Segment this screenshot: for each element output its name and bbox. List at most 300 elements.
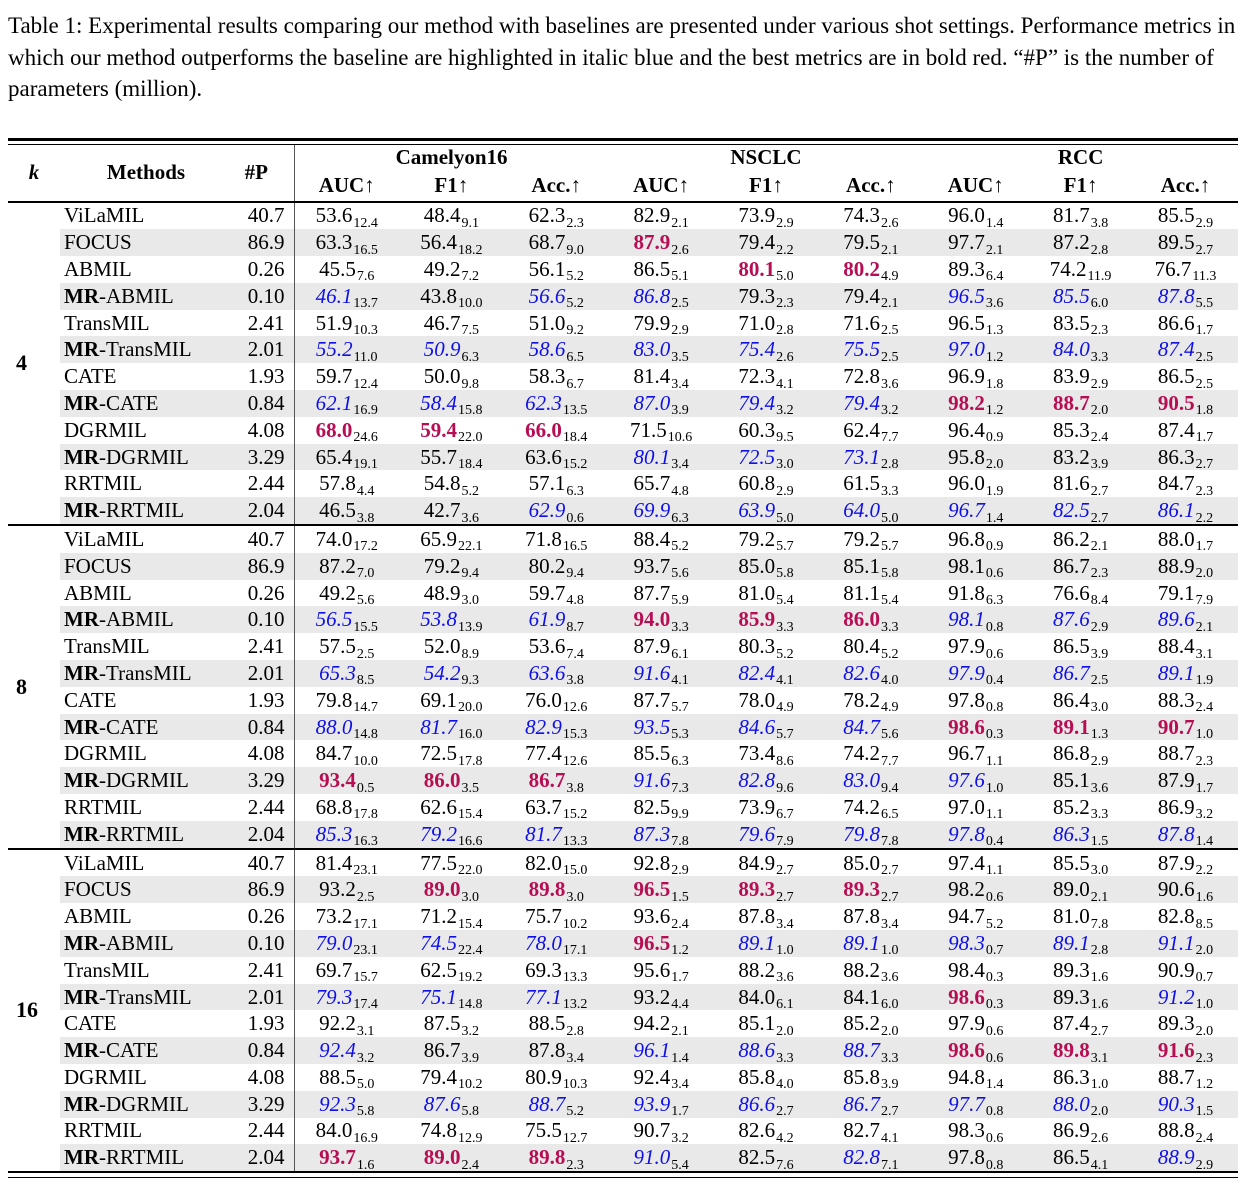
metric-cell (399, 417, 504, 444)
metric-cell (294, 256, 399, 283)
metric-value: 72.5 (738, 444, 776, 469)
metric-std: 3.0 (776, 457, 794, 473)
table-row (8, 202, 1238, 230)
metric-std: 1.5 (1195, 1104, 1214, 1120)
metric-value: 86.5 (1157, 364, 1195, 389)
metric-value: 89.3 (1052, 984, 1090, 1009)
metric-std: 22.4 (457, 943, 483, 959)
metric-std: 9.1 (461, 215, 479, 231)
metric-value: 86.0 (843, 607, 880, 632)
metric-cell (818, 660, 923, 687)
metric-std: 2.1 (1090, 889, 1109, 905)
metric-cell (923, 660, 1028, 687)
metric-std: 2.7 (776, 889, 794, 905)
metric-cell (504, 363, 609, 390)
metric-std: 10.6 (667, 430, 693, 446)
metric-cell (1133, 229, 1238, 256)
metric-std: 9.9 (671, 807, 689, 823)
metric-value: 62.4 (843, 417, 880, 442)
metric-value: 86.7 (843, 1091, 880, 1116)
metric-value: 86.6 (738, 1091, 776, 1116)
metric-value: 81.6 (1052, 471, 1090, 496)
metric-std: 3.4 (671, 457, 689, 473)
metric-std: 17.1 (353, 916, 378, 932)
method-name: MR-TransMIL (60, 660, 228, 687)
param-count: 0.26 (228, 580, 294, 607)
metric-cell (294, 1144, 399, 1171)
metric-std: 2.3 (1090, 566, 1109, 582)
metric-value: 79.4 (738, 390, 776, 415)
table-body (8, 202, 1238, 1172)
param-count: 2.04 (228, 497, 294, 525)
metric-value: 96.9 (948, 364, 985, 389)
metric-cell (714, 767, 819, 794)
table-row (8, 633, 1238, 660)
method-name: MR-ABMIL (60, 283, 228, 310)
metric-std: 1.0 (1195, 997, 1214, 1012)
metric-value: 79.4 (738, 230, 776, 255)
metric-value: 79.6 (738, 821, 776, 846)
metric-std: 1.7 (1195, 780, 1214, 796)
metric-value: 90.9 (1157, 957, 1195, 982)
metric-std: 3.4 (776, 916, 794, 932)
table-row (8, 1064, 1238, 1091)
metric-value: 93.7 (633, 553, 671, 578)
param-count: 2.44 (228, 1118, 294, 1145)
metric-std: 5.4 (776, 593, 794, 609)
metric-std: 7.8 (880, 834, 899, 850)
metric-std: 2.1 (671, 215, 689, 231)
table-row (8, 256, 1238, 283)
table-row (8, 363, 1238, 390)
metric-std: 2.3 (1090, 323, 1109, 339)
metric-value: 85.8 (738, 1064, 776, 1089)
metric-value: 73.4 (738, 741, 776, 766)
metric-std: 2.7 (1195, 242, 1214, 258)
metric-std: 6.7 (776, 807, 794, 823)
metric-std: 6.5 (880, 807, 899, 823)
metric-std: 6.3 (461, 349, 479, 365)
metric-std: 3.3 (880, 1050, 899, 1066)
method-name: ViLaMIL (60, 525, 228, 553)
metric-std: 2.9 (1090, 376, 1109, 392)
metric-std: 0.6 (566, 510, 584, 526)
metric-value: 93.4 (319, 768, 356, 793)
metric-cell (714, 229, 819, 256)
table-row (8, 849, 1238, 877)
metric-std: 0.6 (985, 1023, 1004, 1039)
metric-cell (923, 1010, 1028, 1037)
method-name: TransMIL (64, 957, 150, 982)
metric-std: 2.0 (1090, 1104, 1109, 1120)
metric-cell (1028, 1144, 1133, 1171)
metric-std: 2.7 (1195, 457, 1214, 473)
metric-cell (818, 957, 923, 984)
table-row (8, 821, 1238, 849)
metric-std: 2.9 (1195, 215, 1214, 231)
param-count: 3.29 (228, 444, 294, 471)
metric-std: 6.3 (671, 753, 689, 769)
metric-cell (923, 1144, 1028, 1171)
metric-cell (818, 767, 923, 794)
metric-cell (609, 229, 714, 256)
metric-cell (714, 930, 819, 957)
metric-cell (294, 336, 399, 363)
metric-cell (504, 821, 609, 849)
metric-cell (399, 606, 504, 633)
metric-value: 71.8 (525, 526, 562, 551)
metric-std: 5.2 (985, 916, 1004, 932)
metric-value: 65.3 (319, 660, 356, 685)
metric-value: 55.7 (420, 444, 457, 469)
table-row (8, 553, 1238, 580)
metric-std: 3.4 (671, 1077, 689, 1093)
metric-value: 81.0 (1052, 904, 1090, 929)
metric-std: 2.5 (671, 296, 689, 312)
metric-value: 95.8 (948, 444, 985, 469)
metric-cell (714, 310, 819, 337)
metric-std: 0.8 (985, 1104, 1004, 1120)
metric-value: 86.3 (1157, 444, 1195, 469)
metric-std: 2.0 (1195, 943, 1214, 959)
param-count: 2.04 (228, 821, 294, 849)
param-count: 86.9 (228, 553, 294, 580)
metric-std: 6.3 (985, 593, 1004, 609)
metric-cell (609, 497, 714, 525)
table-row (8, 470, 1238, 497)
metric-std: 7.8 (1090, 916, 1109, 932)
metric-value: 78.0 (525, 930, 562, 955)
metric-value: 88.7 (528, 1091, 566, 1116)
metric-cell (1028, 202, 1133, 230)
metric-std: 2.3 (1195, 483, 1214, 499)
metric-std: 2.5 (880, 349, 899, 365)
metric-std: 3.2 (1195, 807, 1214, 823)
metric-std: 0.9 (985, 430, 1004, 446)
metric-cell (923, 580, 1028, 607)
metric-std: 12.4 (353, 376, 378, 392)
metric-value: 98.4 (948, 957, 985, 982)
header-rcc-acc: Acc.↑ (1133, 171, 1238, 202)
table-row (8, 714, 1238, 741)
metric-value: 75.5 (843, 337, 880, 362)
metric-cell (1028, 390, 1133, 417)
metric-std: 19.1 (353, 457, 378, 473)
metric-cell (1028, 336, 1133, 363)
metric-value: 55.2 (315, 337, 353, 362)
metric-std: 2.2 (1195, 863, 1214, 879)
param-count: 0.84 (228, 1037, 294, 1064)
metric-cell (399, 229, 504, 256)
metric-std: 6.3 (671, 510, 689, 526)
metric-std: 7.1 (880, 1157, 899, 1173)
method-name: ViLaMIL (64, 203, 145, 228)
metric-value: 86.8 (633, 283, 671, 308)
metric-cell (1133, 497, 1238, 525)
metric-cell (923, 903, 1028, 930)
metric-cell (1133, 794, 1238, 821)
metric-cell (818, 1037, 923, 1064)
metric-std: 5.7 (671, 700, 689, 716)
param-count: 0.84 (228, 714, 294, 741)
metric-std: 1.9 (985, 483, 1004, 499)
metric-std: 7.2 (461, 269, 479, 285)
k-value: 4 (8, 202, 60, 526)
metric-value: 87.6 (1052, 607, 1090, 632)
metric-cell (923, 740, 1028, 767)
metric-cell (609, 606, 714, 633)
metric-cell (923, 984, 1028, 1011)
metric-value: 88.0 (1157, 526, 1195, 551)
metric-std: 2.8 (880, 457, 899, 473)
metric-cell (1133, 714, 1238, 741)
param-count: 0.26 (228, 256, 294, 283)
metric-std: 3.4 (566, 1050, 584, 1066)
metric-std: 1.7 (1195, 430, 1214, 446)
param-count: 40.7 (228, 849, 294, 877)
metric-std: 1.5 (671, 889, 689, 905)
metric-cell (504, 1091, 609, 1118)
metric-std: 1.3 (1090, 727, 1109, 743)
metric-std: 2.0 (880, 1023, 899, 1039)
metric-cell (1028, 553, 1133, 580)
metric-cell (399, 633, 504, 660)
metric-value: 57.5 (319, 634, 356, 659)
metric-value: 90.5 (1157, 390, 1195, 415)
metric-cell (923, 957, 1028, 984)
metric-std: 1.2 (985, 403, 1004, 419)
param-count: 86.9 (228, 876, 294, 903)
metric-std: 15.2 (562, 807, 588, 823)
metric-cell (294, 1064, 399, 1091)
metric-cell (609, 1010, 714, 1037)
metric-cell (1028, 525, 1133, 553)
table-caption: Table 1: Experimental results comparing our method with baselines are presented under various shot settings. Performance metrics in which our method outperforms the baseline are highlighted in italic blue and the best metrics are in bold red. “#P” is the number of parameters (million). (8, 13, 1236, 101)
metric-value: 97.8 (948, 687, 985, 712)
metric-cell (504, 687, 609, 714)
metric-cell (818, 553, 923, 580)
metric-std: 2.8 (1090, 242, 1109, 258)
table-row (8, 390, 1238, 417)
metric-std: 16.9 (353, 1130, 378, 1146)
method-name: MR-DGRMIL (60, 444, 228, 471)
metric-value: 88.5 (319, 1064, 356, 1089)
metric-value: 62.6 (420, 794, 457, 819)
metric-std: 9.4 (566, 566, 584, 582)
metric-cell (714, 1118, 819, 1145)
metric-cell (609, 687, 714, 714)
metric-cell (818, 876, 923, 903)
metric-std: 15.4 (457, 916, 483, 932)
metric-std: 5.6 (880, 727, 899, 743)
metric-std: 9.8 (461, 376, 479, 392)
table-row (8, 957, 1238, 984)
metric-cell (714, 390, 819, 417)
table-row (8, 660, 1238, 687)
metric-value: 78.0 (738, 687, 776, 712)
metric-value: 86.9 (1052, 1118, 1090, 1143)
table-row (8, 336, 1238, 363)
metric-cell (818, 444, 923, 471)
metric-value: 86.6 (1157, 310, 1195, 335)
group-header-row (8, 145, 1238, 171)
metric-std: 14.8 (353, 727, 378, 743)
metric-value: 88.4 (1157, 634, 1195, 659)
metric-value: 45.5 (319, 256, 356, 281)
table-row (8, 740, 1238, 767)
metric-value: 88.7 (1052, 390, 1090, 415)
metric-cell (399, 767, 504, 794)
metric-cell (818, 606, 923, 633)
metric-std: 4.1 (776, 673, 794, 689)
metric-value: 92.8 (633, 850, 671, 875)
metric-value: 56.1 (528, 256, 566, 281)
metric-std: 6.7 (566, 376, 584, 392)
method-name: MR-ABMIL (60, 606, 228, 633)
metric-value: 53.8 (420, 607, 457, 632)
metric-cell (714, 606, 819, 633)
metric-value: 56.5 (315, 607, 353, 632)
metric-value: 92.3 (319, 1091, 356, 1116)
metric-std: 2.4 (1195, 700, 1214, 716)
metric-std: 10.3 (353, 323, 378, 339)
metric-std: 10.3 (562, 1077, 588, 1093)
metric-value: 74.3 (843, 203, 880, 228)
metric-std: 15.2 (562, 457, 588, 473)
metric-cell (714, 256, 819, 283)
metric-value: 87.2 (1052, 230, 1090, 255)
metric-value: 85.1 (1052, 768, 1090, 793)
metric-value: 80.1 (633, 444, 671, 469)
metric-std: 1.4 (1195, 834, 1214, 850)
metric-cell (399, 660, 504, 687)
metric-cell (714, 660, 819, 687)
metric-std: 4.9 (880, 269, 899, 285)
metric-cell (1133, 580, 1238, 607)
metric-std: 18.4 (562, 430, 588, 446)
metric-std: 18.4 (457, 457, 483, 473)
metric-cell (923, 876, 1028, 903)
metric-std: 1.6 (1090, 970, 1109, 986)
metric-cell (609, 714, 714, 741)
metric-value: 46.7 (423, 310, 461, 335)
metric-std: 3.8 (566, 673, 584, 689)
metric-value: 74.2 (1049, 256, 1087, 281)
metric-cell (504, 633, 609, 660)
metric-value: 98.6 (948, 1038, 985, 1063)
table-row (8, 876, 1238, 903)
metric-cell (714, 580, 819, 607)
metric-cell (1028, 1091, 1133, 1118)
metric-cell (399, 957, 504, 984)
metric-std: 1.3 (985, 323, 1004, 339)
metric-std: 1.2 (671, 943, 689, 959)
table-row (8, 1010, 1238, 1037)
metric-cell (294, 794, 399, 821)
metric-cell (294, 363, 399, 390)
metric-std: 16.3 (353, 834, 378, 850)
metric-cell (818, 633, 923, 660)
metric-value: 74.2 (843, 794, 880, 819)
metric-value: 86.0 (423, 768, 461, 793)
metric-cell (609, 256, 714, 283)
metric-std: 17.8 (457, 753, 483, 769)
metric-cell (1133, 957, 1238, 984)
param-count: 2.01 (228, 336, 294, 363)
metric-cell (504, 580, 609, 607)
metric-value: 74.5 (420, 930, 457, 955)
group-nsclc: NSCLC (730, 145, 802, 169)
metric-cell (294, 1091, 399, 1118)
metric-std: 2.7 (776, 863, 794, 879)
metric-cell (399, 714, 504, 741)
metric-cell (294, 202, 399, 230)
metric-cell (399, 1064, 504, 1091)
param-count: 40.7 (228, 525, 294, 553)
metric-std: 2.5 (356, 889, 375, 905)
metric-value: 86.5 (633, 256, 671, 281)
metric-cell (294, 553, 399, 580)
metric-cell (818, 740, 923, 767)
metric-value: 88.3 (1157, 687, 1195, 712)
metric-value: 71.0 (738, 310, 776, 335)
metric-std: 5.0 (776, 510, 794, 526)
metric-cell (714, 470, 819, 497)
metric-value: 85.5 (1052, 283, 1090, 308)
metric-std: 1.7 (671, 970, 689, 986)
metric-value: 56.6 (528, 283, 566, 308)
metric-std: 2.7 (1090, 510, 1109, 526)
metric-std: 0.9 (985, 539, 1004, 555)
metric-cell (818, 363, 923, 390)
metric-value: 86.7 (528, 768, 566, 793)
metric-value: 91.6 (633, 768, 671, 793)
metric-std: 6.1 (776, 997, 794, 1012)
metric-cell (923, 1118, 1028, 1145)
metric-value: 79.3 (315, 984, 353, 1009)
table-row (8, 580, 1238, 607)
metric-cell (294, 1118, 399, 1145)
method-name: ABMIL (64, 904, 132, 929)
method-name: DGRMIL (64, 417, 147, 442)
header-camelyon16-auc: AUC↑ (294, 171, 399, 202)
metric-value: 97.4 (948, 850, 985, 875)
metric-value: 58.3 (528, 364, 566, 389)
metric-cell (714, 553, 819, 580)
metric-cell (818, 229, 923, 256)
metric-cell (609, 930, 714, 957)
metric-std: 3.0 (461, 593, 479, 609)
metric-value: 52.0 (423, 634, 461, 659)
metric-cell (923, 229, 1028, 256)
metric-value: 80.4 (843, 634, 880, 659)
metric-cell (294, 444, 399, 471)
metric-cell (609, 363, 714, 390)
metric-value: 90.7 (633, 1118, 671, 1143)
metric-value: 87.9 (1157, 850, 1195, 875)
metric-value: 49.2 (423, 256, 461, 281)
metric-std: 0.6 (985, 1130, 1004, 1146)
metric-value: 63.6 (528, 660, 566, 685)
metric-value: 71.2 (420, 904, 457, 929)
metric-value: 87.7 (633, 580, 671, 605)
metric-std: 4.1 (1090, 1157, 1109, 1173)
metric-std: 16.5 (562, 539, 588, 555)
metric-std: 9.0 (566, 242, 584, 258)
metric-cell (714, 1064, 819, 1091)
metric-std: 5.6 (356, 593, 375, 609)
metric-value: 48.9 (423, 580, 461, 605)
